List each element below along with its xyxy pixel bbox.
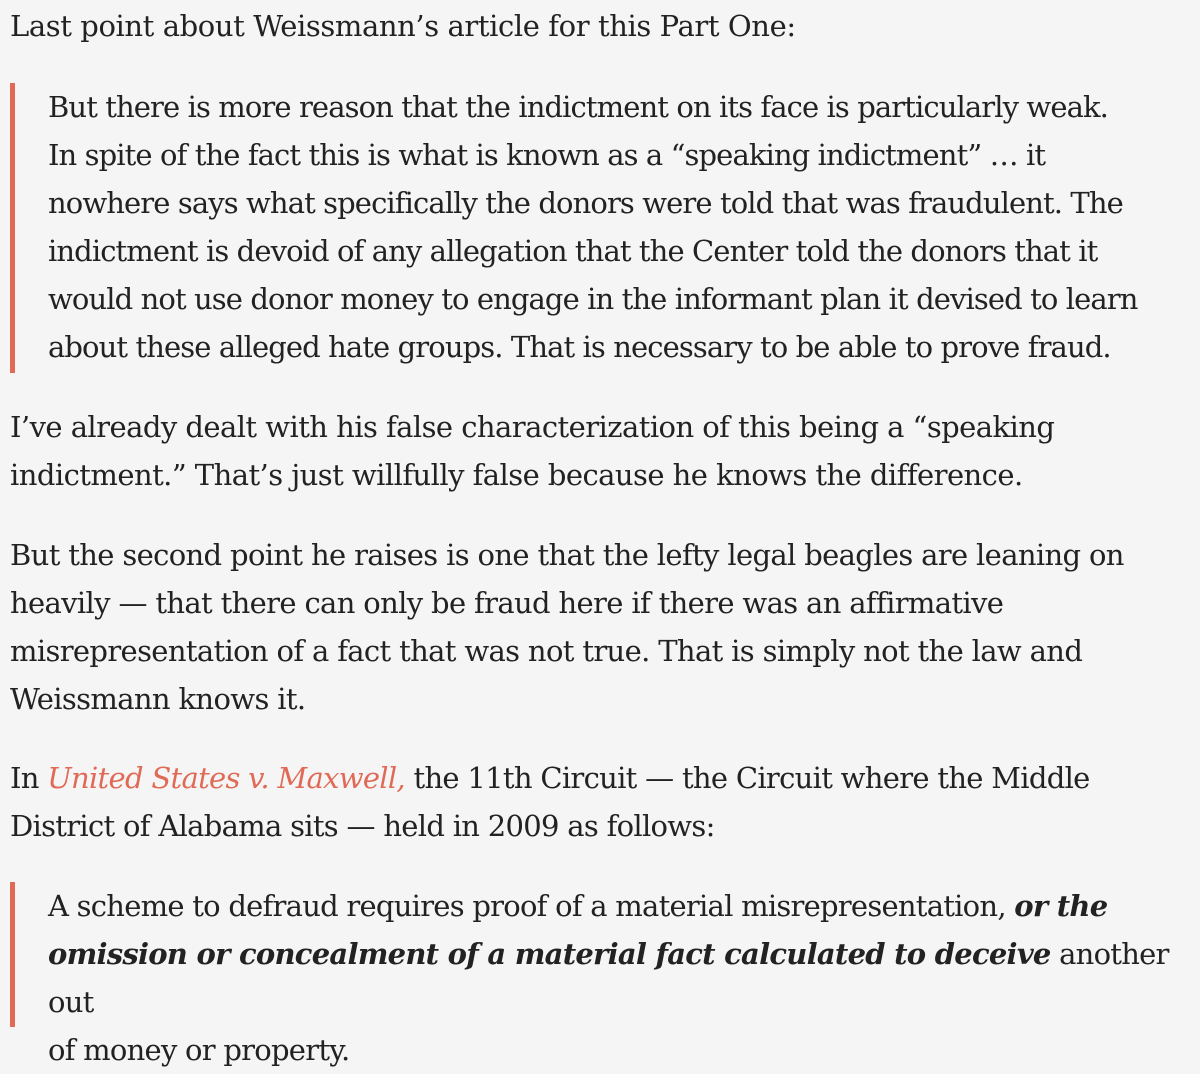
paragraph-line: heavily — that there can only be fraud here if there was an affirmative bbox=[10, 586, 1004, 620]
quote-text: A scheme to defraud requires proof of a material misrepresentation, bbox=[48, 889, 1015, 923]
blockquote-line: indictment is devoid of any allegation that the Center told the donors that it bbox=[48, 234, 1098, 268]
case-link-maxwell[interactable]: United States v. Maxwell, bbox=[47, 761, 405, 795]
paragraph-maxwell bbox=[10, 754, 1170, 850]
paragraph-line: misrepresentation of a fact that was not true. That is simply not the law and bbox=[10, 634, 1083, 668]
blockquote-line: In spite of the fact this is what is known as a “speaking indictment” … it bbox=[48, 138, 1046, 172]
paragraph-line: But the second point he raises is one that the lefty legal beagles are leaning on bbox=[10, 538, 1124, 572]
quote-emphasis: omission or concealment of a material fact calculated to deceive bbox=[48, 937, 1051, 971]
quote-text: another out bbox=[48, 937, 1169, 1019]
blockquote-weissmann bbox=[10, 83, 1190, 373]
blockquote-line bbox=[48, 930, 1190, 1026]
blockquote-line: of money or property. bbox=[48, 1033, 350, 1067]
blockquote-line: about these alleged hate groups. That is necessary to be able to prove fraud. bbox=[48, 330, 1111, 364]
intro-paragraph: Last point about Weissmann’s article for this Part One: bbox=[10, 9, 796, 43]
paragraph-line: District of Alabama sits — held in 2009 as follows: bbox=[10, 809, 715, 843]
paragraph-line bbox=[10, 754, 1170, 802]
blockquote-line: But there is more reason that the indictment on its face is particularly weak. bbox=[48, 90, 1108, 124]
paragraph-text: the 11th Circuit — the Circuit where the Middle bbox=[404, 761, 1090, 795]
paragraph-line: indictment.” That’s just willfully false because he knows the difference. bbox=[10, 458, 1023, 492]
blockquote-maxwell-holding bbox=[10, 882, 1190, 1067]
blockquote-line bbox=[48, 882, 1190, 930]
quote-emphasis: or the bbox=[1014, 889, 1108, 923]
paragraph-prefix: In bbox=[10, 761, 48, 795]
blockquote-line: would not use donor money to engage in the informant plan it devised to learn bbox=[48, 282, 1138, 316]
paragraph-line: Weissmann knows it. bbox=[10, 682, 306, 716]
blockquote-line: nowhere says what specifically the donors were told that was fraudulent. The bbox=[48, 186, 1123, 220]
paragraph-line: I’ve already dealt with his false characterization of this being a “speaking bbox=[10, 410, 1055, 444]
paragraph-second-point bbox=[10, 531, 1170, 723]
paragraph-speaking-indictment bbox=[10, 403, 1170, 499]
